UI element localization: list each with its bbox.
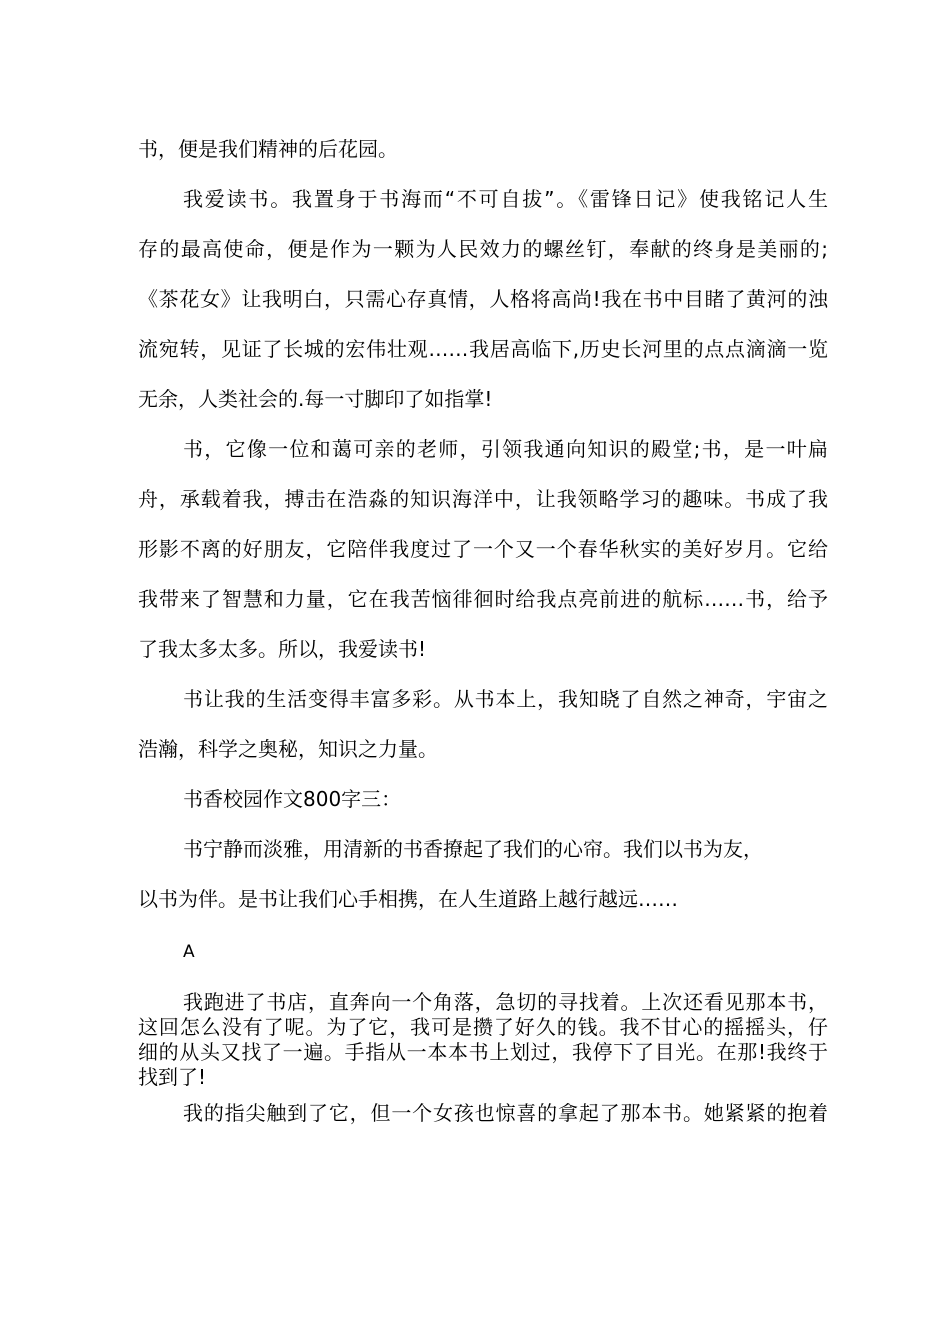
section-marker: A (183, 942, 195, 962)
text-line: 了我太多太多。所以，我爱读书! (138, 637, 427, 661)
text-line: 存的最高使命，便是作为一颗为人民效力的螺丝钉，奉献的终身是美丽的; (138, 237, 828, 261)
text-line: 我带来了智慧和力量，它在我苦恼徘徊时给我点亮前进的航标……书，给予 (138, 587, 828, 611)
text-line: 流宛转，见证了长城的宏伟壮观……我居高临下,历史长河里的点点滴滴一览 (138, 337, 828, 361)
text-line: 书宁静而淡雅，用清新的书香撩起了我们的心帘。我们以书为友， (183, 837, 763, 861)
text-line: 舟，承载着我，搏击在浩淼的知识海洋中，让我领略学习的趣味。书成了我 (138, 487, 828, 511)
text-line: 我爱读书。我置身于书海而“不可自拔”。《雷锋日记》使我铭记人生 (183, 187, 828, 211)
text-line: 我的指尖触到了它，但一个女孩也惊喜的拿起了那本书。她紧紧的抱着 (183, 1101, 828, 1125)
text-line: 以书为伴。是书让我们心手相携，在人生道路上越行越远…… (138, 887, 678, 911)
text-line: 细的从头又找了一遍。手指从一本本书上划过，我停下了目光。在那!我终于 (138, 1040, 828, 1064)
text-line: 这回怎么没有了呢。为了它，我可是攒了好久的钱。我不甘心的摇摇头，仔 (138, 1015, 828, 1039)
text-line: 书，它像一位和蔼可亲的老师，引领我通向知识的殿堂;书，是一叶扁 (183, 437, 828, 461)
text-line: 找到了! (138, 1065, 207, 1089)
text-line: 浩瀚，科学之奥秘，知识之力量。 (138, 737, 438, 761)
text-line: 书，便是我们精神的后花园。 (138, 137, 398, 161)
text-line: 书让我的生活变得丰富多彩。从书本上，我知晓了自然之神奇，宇宙之 (183, 687, 828, 711)
text-line: 形影不离的好朋友，它陪伴我度过了一个又一个春华秋实的美好岁月。它给 (138, 537, 828, 561)
text-line: 《茶花女》让我明白，只需心存真情，人格将高尚!我在书中目睹了黄河的浊 (138, 287, 828, 311)
section-heading: 书香校园作文800字三： (183, 787, 402, 811)
text-line: 无余，人类社会的.每一寸脚印了如指掌! (138, 387, 493, 411)
text-line: 我跑进了书店，直奔向一个角落，急切的寻找着。上次还看见那本书， (183, 990, 828, 1014)
